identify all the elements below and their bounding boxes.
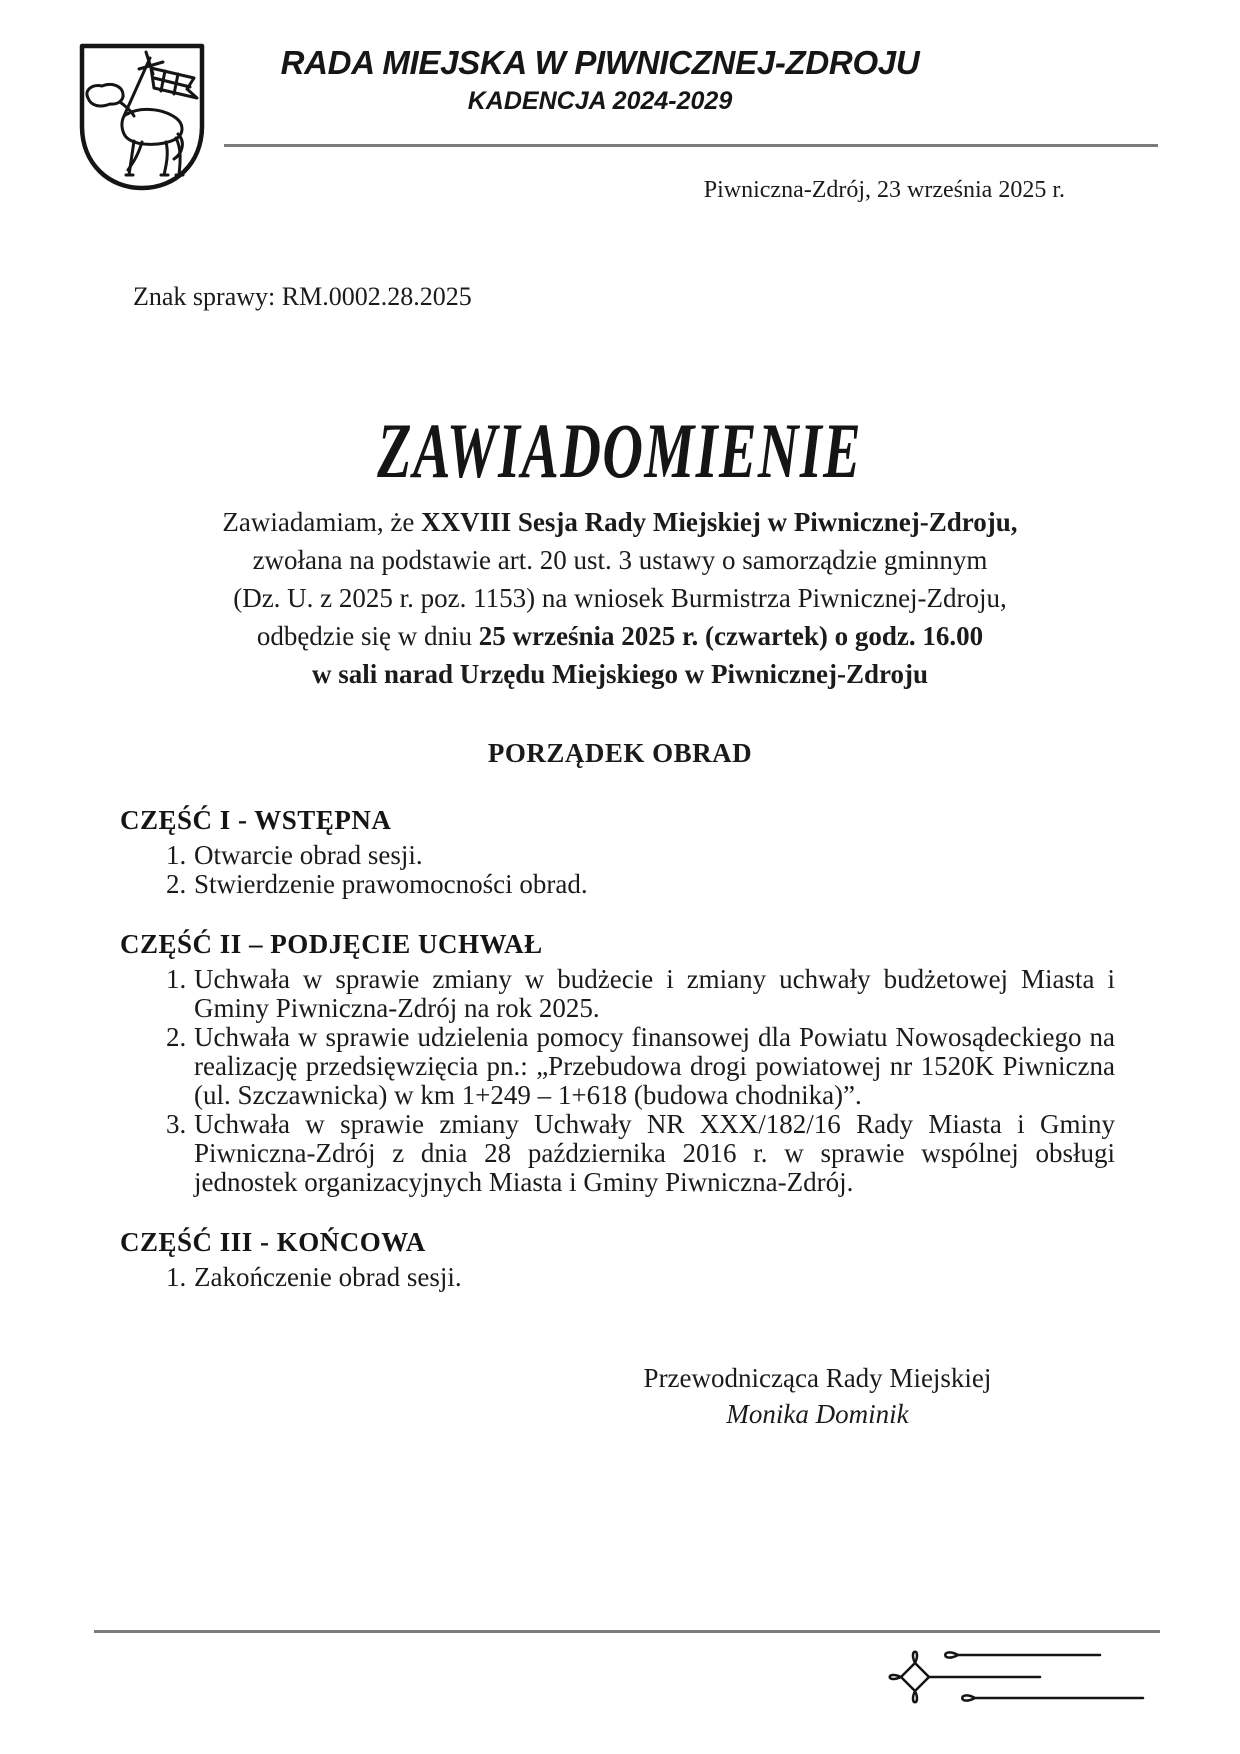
org-title: RADA MIEJSKA W PIWNICZNEJ-ZDROJU — [280, 44, 920, 81]
case-number: Znak sprawy: RM.0002.28.2025 — [133, 282, 472, 311]
intro-line-bold: XXVIII Sesja Rady Miejskiej w Piwnicznej-Zdroju, — [421, 507, 1018, 537]
agenda-item — [120, 1110, 1115, 1197]
intro-line — [120, 503, 1120, 541]
letterhead — [220, 44, 980, 115]
item-number: 2. — [166, 1022, 187, 1052]
agenda-item — [120, 965, 1115, 1023]
agenda-heading: PORZĄDEK OBRAD — [487, 738, 753, 768]
agenda-item — [120, 1263, 1115, 1292]
signature-name: Monika Dominik — [726, 1399, 909, 1429]
item-text: Stwierdzenie prawomocności obrad. — [194, 869, 588, 899]
agenda-item — [120, 1023, 1115, 1110]
item-number: 1. — [166, 840, 187, 870]
intro-line-text: (Dz. U. z 2025 r. poz. 1153) na wniosek Burmistrza Piwnicznej-Zdroju, — [233, 583, 1007, 613]
agenda-item — [120, 870, 1115, 899]
intro-line — [120, 617, 1120, 655]
section-items — [120, 1263, 1115, 1292]
header-rule — [224, 144, 1158, 147]
section-title: CZĘŚĆ I - WSTĘPNA — [120, 805, 392, 835]
signature-role: Przewodnicząca Rady Miejskiej — [643, 1363, 992, 1393]
place-date: Piwniczna-Zdrój, 23 września 2025 r. — [703, 177, 1065, 203]
item-number: 2. — [166, 869, 187, 899]
agenda-section — [120, 929, 1115, 1197]
intro-line — [120, 655, 1120, 693]
agenda-item — [120, 841, 1115, 870]
section-items — [120, 841, 1115, 899]
item-text: Uchwała w sprawie zmiany w budżecie i zmiany uchwały budżetowej Miasta i Gminy Piwniczna-Zdrój na rok 2025. — [194, 964, 1115, 1023]
intro-line-text: Zawiadamiam, że — [222, 507, 422, 537]
intro-line-text: zwołana na podstawie art. 20 ust. 3 ustawy o samorządzie gminnym — [252, 545, 988, 575]
intro-line — [120, 579, 1120, 617]
footer-rule — [94, 1630, 1160, 1633]
intro-line — [120, 541, 1120, 579]
document-title-row — [0, 408, 1240, 494]
document-title: ZAWIADOMIENIE — [377, 407, 863, 494]
item-text: Uchwała w sprawie udzielenia pomocy finansowej dla Powiatu Nowosądeckiego na realizację przedsięwzięcia pn.: „Przebudowa drogi powiatowej nr 1520K Piwniczna (ul. Szczawnicka) w km 1+249 – 1+618 (budowa chodnika)”. — [194, 1022, 1115, 1110]
item-number: 3. — [166, 1109, 187, 1139]
item-number: 1. — [166, 1262, 187, 1292]
agenda-section — [120, 805, 1115, 899]
item-text: Otwarcie obrad sesji. — [194, 840, 423, 870]
section-title: CZĘŚĆ III - KOŃCOWA — [120, 1227, 426, 1257]
agenda-section — [120, 1227, 1115, 1292]
section-items — [120, 965, 1115, 1197]
intro-line-bold: 25 września 2025 r. (czwartek) o godz. 16.00 — [478, 621, 984, 651]
item-number: 1. — [166, 964, 187, 994]
item-text: Uchwała w sprawie zmiany Uchwały NR XXX/182/16 Rady Miasta i Gminy Piwniczna-Zdrój z dnia 28 października 2016 r. w sprawie wspólnej obsługi jednostek organizacyjnych Miasta i Gminy Piwniczna-Zdrój. — [194, 1109, 1115, 1197]
intro-paragraph — [120, 503, 1120, 693]
agenda — [120, 805, 1115, 1292]
item-text: Zakończenie obrad sesji. — [194, 1262, 462, 1292]
intro-line-text: odbędzie się w dniu — [256, 621, 479, 651]
coat-of-arms-icon — [78, 42, 206, 194]
section-title: CZĘŚĆ II – PODJĘCIE UCHWAŁ — [120, 929, 543, 959]
signature-block — [620, 1360, 1015, 1432]
intro-line-bold: w sali narad Urzędu Miejskiego w Piwnicznej-Zdroju — [312, 659, 928, 689]
term-subtitle: KADENCJA 2024-2029 — [467, 87, 733, 115]
flourish-icon — [878, 1644, 1163, 1714]
